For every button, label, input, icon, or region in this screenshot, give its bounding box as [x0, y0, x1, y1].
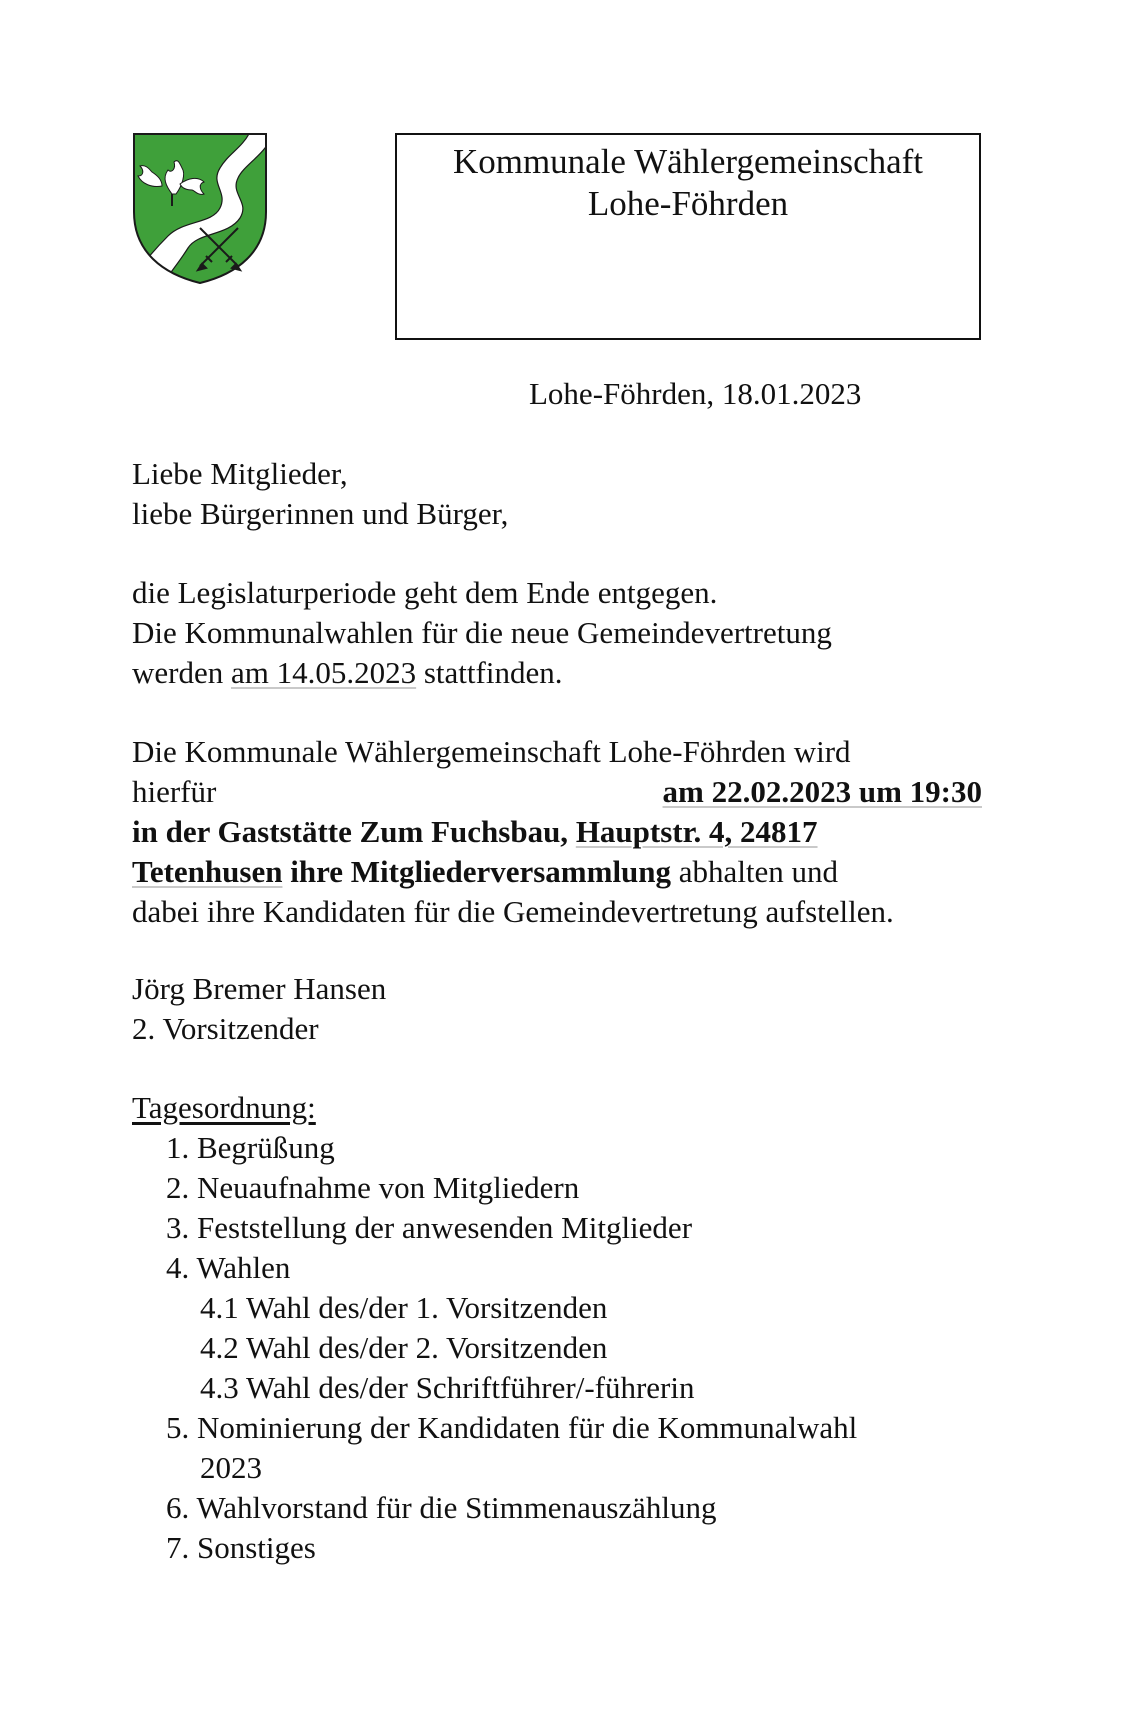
greeting-line1: Liebe Mitglieder, — [132, 456, 348, 491]
agenda — [132, 1088, 982, 1568]
election-date-link[interactable]: am 14.05.2023 — [230, 655, 417, 690]
agenda-item: 7. Sonstiges — [166, 1530, 316, 1565]
paragraph2-line5: dabei ihre Kandidaten für die Gemeindevertretung aufstellen. — [132, 894, 894, 929]
signature — [132, 969, 982, 1049]
paragraph2-line2 — [132, 772, 982, 812]
signer-role: 2. Vorsitzender — [132, 1011, 319, 1046]
greeting-line2: liebe Bürgerinnen und Bürger, — [132, 496, 509, 531]
agenda-item: 6. Wahlvorstand für die Stimmenauszählung — [166, 1490, 717, 1525]
agenda-item: 3. Feststellung der anwesenden Mitglieder — [166, 1210, 693, 1245]
coat-of-arms-icon — [132, 132, 268, 285]
organization-name-line2: Lohe-Föhrden — [587, 184, 789, 223]
paragraph2-line3 — [132, 812, 982, 852]
paragraph1-line3-post: stattfinden. — [416, 655, 563, 690]
paragraph2-line4 — [132, 852, 982, 892]
agenda-item-continuation: 2023 — [200, 1450, 262, 1485]
paragraph1-line1: die Legislaturperiode geht dem Ende entgegen. — [132, 575, 718, 610]
meeting-type: ihre Mitgliederversammlung — [282, 854, 672, 889]
municipal-coat-of-arms — [132, 132, 268, 285]
paragraph2-line1: Die Kommunale Wählergemeinschaft Lohe-Föhrden wird — [132, 734, 851, 769]
agenda-subitem: 4.3 Wahl des/der Schriftführer/-führerin — [200, 1370, 695, 1405]
paragraph1-line3 — [132, 653, 982, 693]
paragraph2-line4-rest: abhalten und — [671, 854, 839, 889]
greeting — [132, 454, 982, 534]
paragraph-election-date — [132, 573, 982, 693]
paragraph1-line3-pre: werden — [132, 655, 231, 690]
meeting-date-time-link[interactable]: am 22.02.2023 um 19:30 — [662, 774, 982, 809]
meeting-address-link[interactable]: Hauptstr. 4, 24817 — [575, 814, 818, 849]
paragraph-meeting-invitation — [132, 732, 982, 932]
meeting-venue: in der Gaststätte Zum Fuchsbau, — [132, 814, 576, 849]
agenda-subitem: 4.1 Wahl des/der 1. Vorsitzenden — [200, 1290, 608, 1325]
place-and-date: Lohe-Föhrden, 18.01.2023 — [529, 376, 862, 411]
paragraph1-line2: Die Kommunalwahlen für die neue Gemeindevertretung — [132, 615, 832, 650]
agenda-subitem: 4.2 Wahl des/der 2. Vorsitzenden — [200, 1330, 608, 1365]
meeting-town-link[interactable]: Tetenhusen — [132, 854, 283, 889]
agenda-heading: Tagesordnung: — [132, 1090, 316, 1125]
organization-name-box — [395, 133, 981, 340]
organization-name-line1: Kommunale Wählergemeinschaft — [452, 142, 924, 181]
signer-name: Jörg Bremer Hansen — [132, 971, 387, 1006]
paragraph2-line2-left: hierfür — [132, 774, 217, 809]
agenda-item: 5. Nominierung der Kandidaten für die Kommunalwahl — [166, 1410, 858, 1445]
agenda-item: 2. Neuaufnahme von Mitgliedern — [166, 1170, 580, 1205]
agenda-item: 4. Wahlen — [166, 1250, 291, 1285]
agenda-item: 1. Begrüßung — [166, 1130, 335, 1165]
